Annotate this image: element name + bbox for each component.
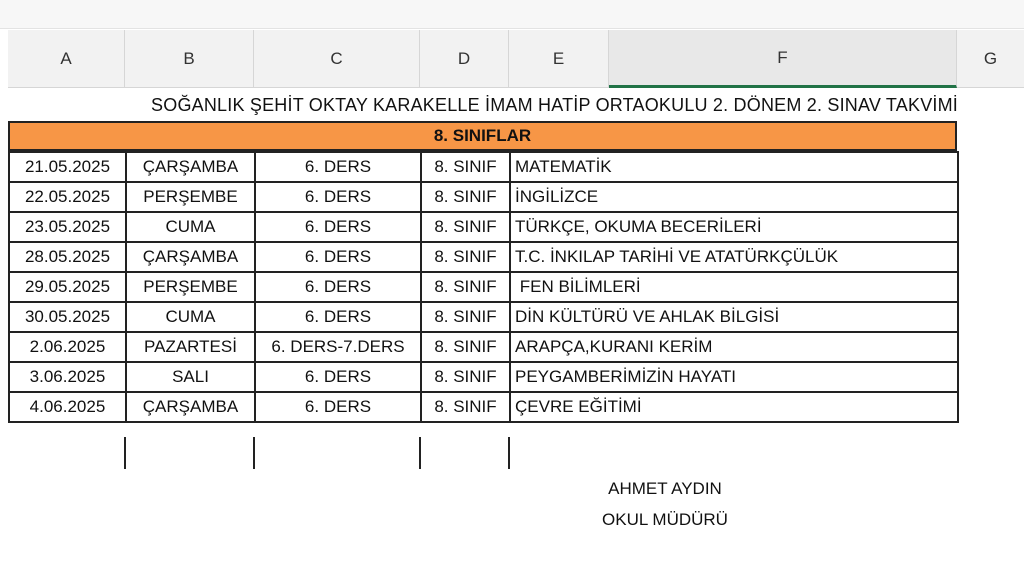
grade-cell[interactable]: 8. SINIF [421,392,510,422]
subject-cell[interactable]: ARAPÇA,KURANI KERİM [510,332,958,362]
day-cell[interactable]: CUMA [126,212,255,242]
day-cell[interactable]: ÇARŞAMBA [126,152,255,182]
column-header-g[interactable]: G [957,30,1024,88]
signature-name[interactable]: AHMET AYDIN [608,479,722,498]
table-row [9,212,958,242]
date-cell[interactable]: 3.06.2025 [9,362,126,392]
period-cell[interactable]: 6. DERS-7.DERS [255,332,421,362]
day-cell[interactable]: PERŞEMBE [126,182,255,212]
subject-cell[interactable]: DİN KÜLTÜRÜ VE AHLAK BİLGİSİ [510,302,958,332]
date-cell[interactable]: 28.05.2025 [9,242,126,272]
table-row [9,362,958,392]
day-cell[interactable]: PERŞEMBE [126,272,255,302]
grade-cell[interactable]: 8. SINIF [421,212,510,242]
grade-cell[interactable]: 8. SINIF [421,152,510,182]
period-cell[interactable]: 6. DERS [255,242,421,272]
border-line [508,437,510,469]
subject-cell[interactable]: TÜRKÇE, OKUMA BECERİLERİ [510,212,958,242]
day-cell[interactable]: ÇARŞAMBA [126,392,255,422]
table-row [9,302,958,332]
grade-cell[interactable]: 8. SINIF [421,302,510,332]
period-cell[interactable]: 6. DERS [255,152,421,182]
table-row [9,182,958,212]
period-cell[interactable]: 6. DERS [255,362,421,392]
section-banner[interactable] [8,121,957,151]
column-header-b[interactable]: B [125,30,254,88]
border-line [253,437,255,469]
exam-schedule-table [8,151,959,423]
grade-cell[interactable]: 8. SINIF [421,362,510,392]
table-row [9,272,958,302]
period-cell[interactable]: 6. DERS [255,392,421,422]
day-cell[interactable]: ÇARŞAMBA [126,242,255,272]
column-header-f[interactable]: F [609,30,957,88]
period-cell[interactable]: 6. DERS [255,182,421,212]
column-header-e[interactable]: E [509,30,609,88]
section-title: 8. SINIFLAR [433,126,532,145]
table-row [9,392,958,422]
date-cell[interactable]: 23.05.2025 [9,212,126,242]
day-cell[interactable]: SALI [126,362,255,392]
period-cell[interactable]: 6. DERS [255,212,421,242]
subject-cell[interactable]: PEYGAMBERİMİZİN HAYATI [510,362,958,392]
date-cell[interactable]: 22.05.2025 [9,182,126,212]
grade-cell[interactable]: 8. SINIF [421,332,510,362]
day-cell[interactable]: PAZARTESİ [126,332,255,362]
date-cell[interactable]: 21.05.2025 [9,152,126,182]
table-row [9,242,958,272]
table-row [9,332,958,362]
column-header-c[interactable]: C [254,30,420,88]
grade-cell[interactable]: 8. SINIF [421,272,510,302]
document-title[interactable]: SOĞANLIK ŞEHİT OKTAY KARAKELLE İMAM HATİP ORTAOKULU 2. DÖNEM 2. SINAV TAKVİMİ [151,95,958,115]
date-cell[interactable]: 4.06.2025 [9,392,126,422]
subject-cell[interactable]: T.C. İNKILAP TARİHİ VE ATATÜRKÇÜLÜK [510,242,958,272]
subject-cell[interactable]: MATEMATİK [510,152,958,182]
date-cell[interactable]: 2.06.2025 [9,332,126,362]
border-line [419,437,421,469]
column-header-d[interactable]: D [420,30,509,88]
period-cell[interactable]: 6. DERS [255,302,421,332]
grade-cell[interactable]: 8. SINIF [421,242,510,272]
grade-cell[interactable]: 8. SINIF [421,182,510,212]
subject-cell[interactable]: İNGİLİZCE [510,182,958,212]
date-cell[interactable]: 29.05.2025 [9,272,126,302]
day-cell[interactable]: CUMA [126,302,255,332]
toolbar-strip [0,0,1024,29]
date-cell[interactable]: 30.05.2025 [9,302,126,332]
table-row [9,152,958,182]
border-line [124,437,126,469]
subject-cell[interactable]: ÇEVRE EĞİTİMİ [510,392,958,422]
signature-role[interactable]: OKUL MÜDÜRÜ [602,510,728,529]
period-cell[interactable]: 6. DERS [255,272,421,302]
subject-cell[interactable]: FEN BİLİMLERİ [510,272,958,302]
column-header-a[interactable]: A [8,30,125,88]
